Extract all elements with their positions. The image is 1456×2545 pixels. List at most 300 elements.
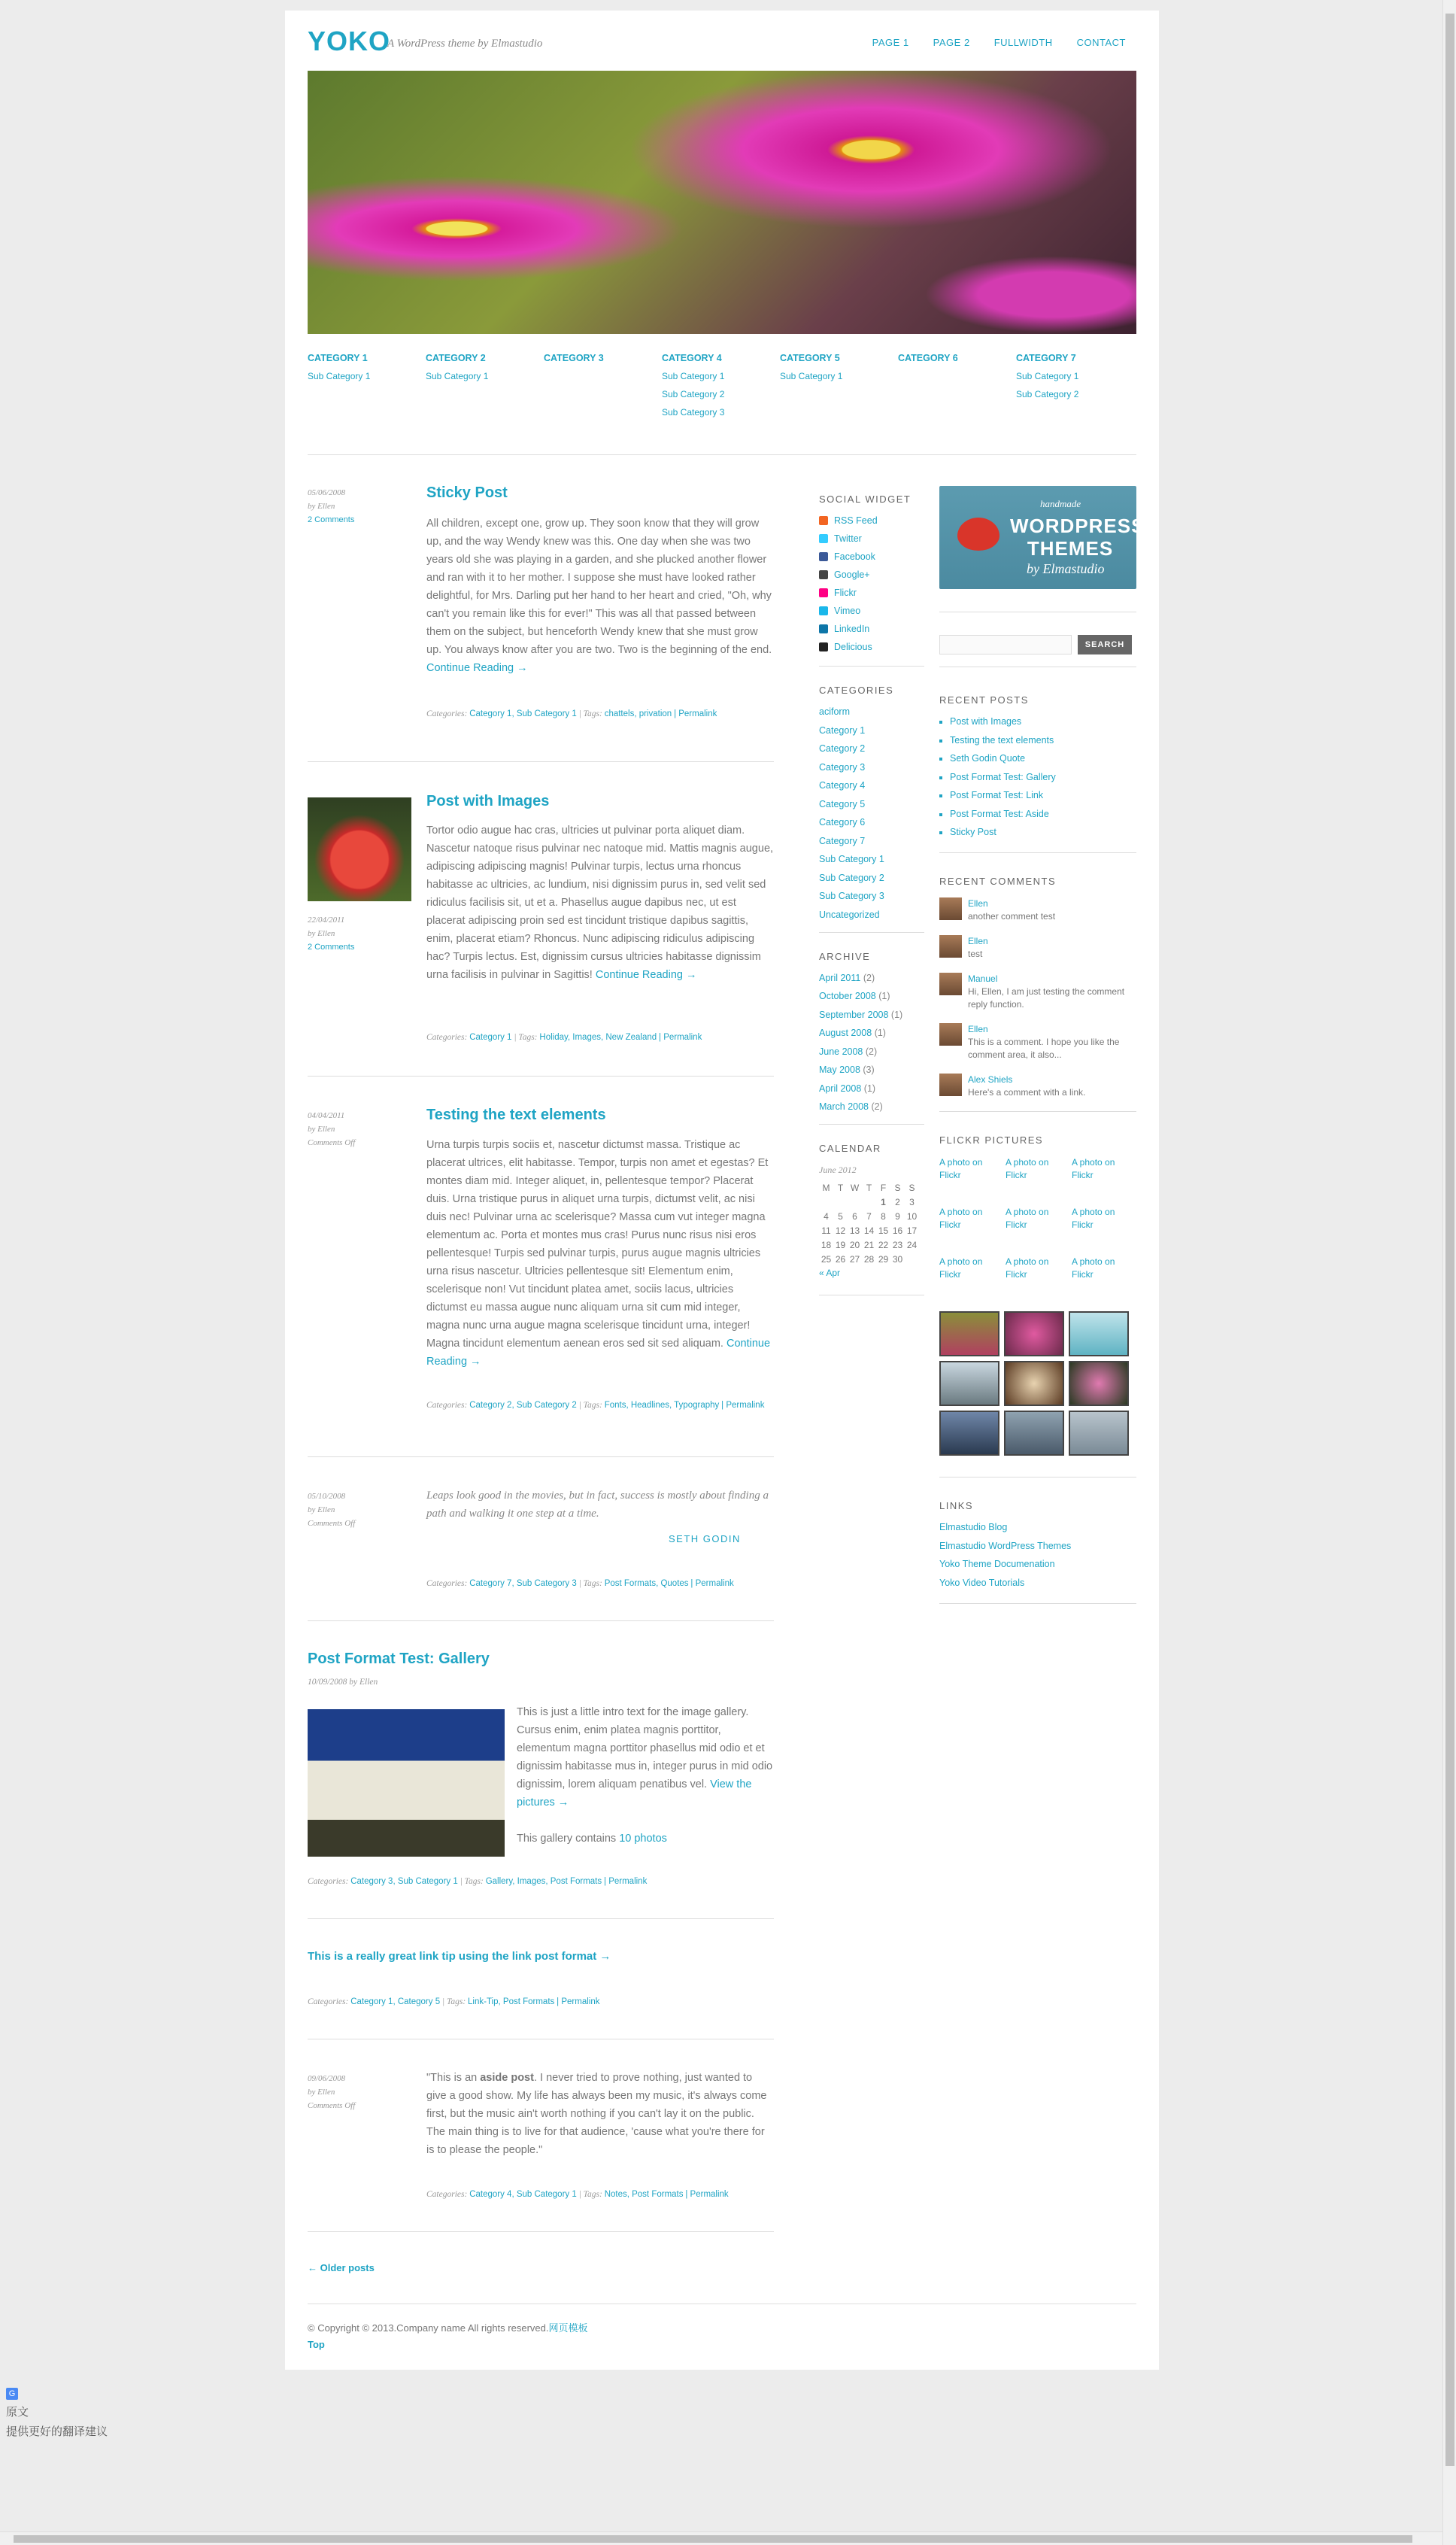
links-list [939, 1522, 1136, 1588]
comment-author[interactable]: Manuel [968, 973, 998, 984]
search-button[interactable]: SEARCH [1078, 635, 1132, 654]
calendar-prev-link[interactable]: « Apr [819, 1268, 841, 1278]
social-label: Twitter [834, 533, 862, 544]
social-vimeo[interactable] [819, 606, 924, 616]
calendar-day: 20 [849, 1239, 860, 1250]
divider [939, 1111, 1136, 1112]
calendar-day: 27 [849, 1253, 860, 1265]
calendar-day-header: T [866, 1182, 872, 1193]
calendar-day: 19 [835, 1239, 846, 1250]
calendar-day: 30 [892, 1253, 903, 1265]
social-linkedin[interactable] [819, 624, 924, 634]
post-author: by Ellen [308, 1125, 335, 1134]
translate-suggest[interactable]: 提供更好的翻译建议 [6, 2425, 108, 2438]
tags-label: | Tags: [460, 1877, 484, 1886]
permalink[interactable]: | Permalink [690, 1579, 734, 1588]
archive-item[interactable] [819, 1046, 924, 1057]
flickr-thumbnail[interactable] [939, 1311, 999, 1356]
calendar-day: 16 [892, 1225, 903, 1236]
banner-title: WORDPRESS THEMES [1010, 515, 1145, 560]
post-title[interactable]: Sticky Post [426, 484, 508, 501]
calendar-day: 12 [835, 1225, 846, 1236]
social-label: RSS Feed [834, 515, 878, 526]
archive-item[interactable] [819, 973, 924, 983]
category-links[interactable]: Category 7, Sub Category 3 [469, 1579, 577, 1588]
recent-comments-list [939, 897, 1136, 1099]
calendar-day: 10 [906, 1210, 918, 1222]
subcategory-link[interactable]: Sub Category 1 [780, 371, 843, 381]
nav-contact[interactable]: CONTACT [1076, 37, 1126, 48]
category-menu-col [544, 353, 662, 425]
category-6-link[interactable]: CATEGORY 6 [898, 353, 958, 363]
site-logo[interactable]: YOKO [308, 26, 391, 56]
social-googleplus[interactable] [819, 569, 924, 580]
divider [308, 1076, 774, 1077]
flickr-thumbnail[interactable] [1004, 1411, 1064, 1456]
comment-author[interactable]: Alex Shiels [968, 1074, 1013, 1085]
aside-text-end: . I never tried to prove nothing, just wanted to give a good show. My life has always been my music, it's always come first, but the music ain't worth nothing if you can't lay it on the public. The main thing is to live for that audience, 'cause what you're there for is to please the people." [426, 2072, 767, 2156]
subcategory-link[interactable]: Sub Category 1 [308, 371, 371, 381]
archive-count: (3) [863, 1064, 875, 1075]
widget-title: FLICKR PICTURES [939, 1134, 1044, 1146]
category-links[interactable]: Category 2, Sub Category 2 [469, 1401, 577, 1410]
post-comments-status: Comments Off [308, 1138, 356, 1147]
post-meta [308, 1490, 355, 1530]
copyright-text: © Copyright © 2013.Company name All rights reserved. [308, 2322, 549, 2334]
flickr-thumbnail[interactable] [1069, 1361, 1129, 1406]
calendar-day: 8 [881, 1210, 886, 1222]
continue-reading-link[interactable]: Continue Reading → [426, 1338, 771, 1368]
calendar-day-header: F [880, 1182, 887, 1193]
calendar-day: 14 [863, 1225, 875, 1236]
subcategory-link[interactable]: Sub Category 1 [426, 371, 489, 381]
social-flickr[interactable] [819, 588, 924, 598]
calendar-day-header: W [850, 1182, 860, 1193]
divider [819, 1124, 924, 1125]
gallery-count-link[interactable]: 10 photos [619, 1833, 667, 1845]
calendar-day: 21 [863, 1239, 875, 1250]
social-twitter[interactable] [819, 533, 924, 544]
flickr-thumbnail[interactable] [1069, 1411, 1129, 1456]
banner-handmade: handmade [1040, 498, 1081, 509]
category-item[interactable]: Sub Category 3 [819, 891, 884, 901]
recent-post-item[interactable]: ▪ Post Format Test: Aside [950, 809, 1136, 819]
calendar-month: June 2012 [819, 1165, 857, 1175]
permalink[interactable]: | Permalink [721, 1401, 765, 1410]
link-post-title[interactable]: This is a really great link tip using the link post format → [308, 1950, 611, 1963]
category-links[interactable]: Category 1 [469, 1033, 512, 1042]
flickr-thumbnails [939, 1311, 1136, 1456]
category-list [819, 706, 924, 920]
flickr-thumbnail[interactable] [1004, 1361, 1064, 1406]
category-item[interactable]: aciform [819, 706, 850, 717]
tag-links[interactable]: Link-Tip, Post Formats [468, 1997, 555, 2006]
post-comments-status: Comments Off [308, 2101, 356, 2110]
post-comments-link[interactable]: 2 Comments [308, 515, 355, 524]
search-form [939, 635, 1136, 654]
category-item[interactable]: Sub Category 1 [819, 854, 884, 864]
flickr-thumbnail[interactable] [1069, 1311, 1129, 1356]
divider [939, 852, 1136, 853]
themes-banner[interactable] [939, 486, 1145, 589]
tags-label: | Tags: [441, 1997, 466, 2006]
calendar-day: 7 [866, 1210, 872, 1222]
category-links[interactable]: Category 1, Category 5 [350, 1997, 441, 2006]
flickr-icon [819, 588, 828, 597]
nav-page-1[interactable]: PAGE 1 [872, 37, 909, 48]
comment-text: Hi, Ellen, I am just testing the comment reply function. [968, 986, 1125, 1010]
gallery-image[interactable] [308, 1709, 505, 1857]
calendar-day: 25 [821, 1253, 832, 1265]
category-links[interactable]: Category 1, Sub Category 1 [469, 709, 577, 718]
back-to-top-link[interactable]: Top [308, 2339, 325, 2350]
archive-label[interactable]: May 2008 [819, 1064, 860, 1075]
permalink[interactable]: | Permalink [659, 1033, 702, 1042]
category-menu-col [780, 353, 898, 425]
avatar [939, 1074, 962, 1096]
top-navigation [872, 37, 1126, 48]
view-pictures-link[interactable]: View the pictures → [517, 1778, 752, 1809]
subcategory-link[interactable]: Sub Category 1 [1016, 371, 1079, 381]
calendar-widget [819, 1165, 924, 1278]
categories-label: Categories: [308, 1877, 349, 1886]
rss-icon [819, 516, 828, 525]
category-menu-col [426, 353, 544, 425]
category-7-link[interactable]: CATEGORY 7 [1016, 353, 1076, 363]
post-taxonomy [426, 1399, 774, 1412]
continue-reading-link[interactable]: Continue Reading → [426, 662, 528, 674]
social-delicious[interactable] [819, 642, 924, 652]
subcategory-link[interactable]: Sub Category 3 [662, 407, 725, 418]
divider [308, 1620, 774, 1621]
archive-count: (1) [874, 1028, 886, 1038]
sidebar-right [939, 486, 1145, 1604]
bird-icon [957, 518, 999, 551]
divider [308, 1456, 774, 1457]
archive-list [819, 973, 924, 1113]
archive-label[interactable]: April 2008 [819, 1083, 862, 1094]
archive-item[interactable] [819, 1083, 924, 1094]
post-meta [308, 1109, 355, 1150]
category-item[interactable]: Uncategorized [819, 909, 880, 920]
social-label: Google+ [834, 569, 870, 580]
category-menu [308, 353, 1136, 425]
divider [308, 761, 774, 762]
recent-comment [939, 935, 1136, 961]
facebook-icon [819, 552, 828, 561]
post-text: All children, except one, grow up. They soon know that they will grow up, and the way Wendy knew was this. One day when she was two years old she was playing in a garden, and she plucked another flower and ran with it to her mother. I suppose she must have looked rather delightful, for Mrs. Darling put her hand to her heart and cried, "Oh, why can't you remain like this for ever!" This was all that passed between them on the subject, but henceforth Wendy knew that she must grow up. You always know after you are two. Two is the beginning of the end. [426, 518, 772, 656]
post-title[interactable]: Testing the text elements [426, 1107, 606, 1123]
link-item[interactable]: Yoko Video Tutorials [939, 1577, 1025, 1588]
recent-comment [939, 1023, 1136, 1061]
flickr-thumbnail[interactable] [939, 1411, 999, 1456]
post-meta [308, 486, 354, 527]
permalink[interactable]: | Permalink [685, 2190, 729, 2199]
permalink[interactable]: | Permalink [674, 709, 717, 718]
divider [939, 1603, 1136, 1604]
post-text: This is just a little intro text for the image gallery. Cursus enim, enim platea magnis porttitor, elementum magna porttitor phasellus mid odio et et dignissim habitasse mus in, integer purus in mid odio dignissim, lorem aliquam penatibus vel. [517, 1706, 773, 1790]
flickr-photo-link[interactable]: A photo on Flickr [1072, 1157, 1115, 1180]
category-menu-col [1016, 353, 1134, 425]
tag-links[interactable]: Fonts, Headlines, Typography [604, 1401, 720, 1410]
recent-comment [939, 973, 1136, 1011]
scrollbar-thumb[interactable] [1445, 14, 1454, 2466]
category-3-link[interactable]: CATEGORY 3 [544, 353, 604, 363]
translate-icon[interactable]: G [6, 2388, 18, 2400]
archive-label[interactable]: August 2008 [819, 1028, 872, 1038]
tag-links[interactable]: Notes, Post Formats [604, 2190, 684, 2199]
post-date: 22/04/2011 [308, 916, 345, 925]
archive-label[interactable]: March 2008 [819, 1101, 869, 1112]
post-taxonomy [426, 1031, 774, 1044]
calendar-day: 1 [881, 1196, 886, 1207]
flickr-photo-link[interactable]: A photo on Flickr [939, 1207, 983, 1230]
older-posts-link[interactable]: ← Older posts [308, 2262, 375, 2273]
post-body [517, 1703, 774, 1812]
recent-post-item[interactable]: ▪ Sticky Post [950, 827, 1136, 837]
link-item[interactable]: Elmastudio WordPress Themes [939, 1540, 1072, 1551]
categories-label: Categories: [426, 2190, 468, 2199]
category-item[interactable]: Category 7 [819, 835, 866, 846]
nav-page-2[interactable]: PAGE 2 [933, 37, 970, 48]
calendar-day-header: S [894, 1182, 901, 1193]
post-author: by Ellen [308, 502, 335, 511]
flickr-links-grid [939, 1156, 1136, 1305]
avatar [939, 897, 962, 920]
flickr-photo-link[interactable]: A photo on Flickr [939, 1256, 983, 1280]
post-date: 10/09/2008 by Ellen [308, 1678, 378, 1687]
translate-bar [6, 2383, 108, 2442]
flickr-photo-link[interactable]: A photo on Flickr [1006, 1157, 1049, 1180]
category-4-link[interactable]: CATEGORY 4 [662, 353, 722, 363]
category-item[interactable]: Category 4 [819, 780, 866, 791]
category-item[interactable]: Category 2 [819, 743, 866, 754]
flickr-photo-link[interactable]: A photo on Flickr [1072, 1207, 1115, 1230]
tag-links[interactable]: chattels, privation [604, 709, 672, 718]
social-rss[interactable] [819, 515, 924, 526]
post-title[interactable]: Post Format Test: Gallery [308, 1651, 490, 1667]
flickr-photo-link[interactable]: A photo on Flickr [1072, 1256, 1115, 1280]
post-taxonomy [308, 1875, 774, 1888]
permalink[interactable]: | Permalink [557, 1997, 600, 2006]
flickr-photo-link[interactable]: A photo on Flickr [1006, 1256, 1049, 1280]
divider [308, 2231, 774, 2232]
archive-item[interactable] [819, 991, 924, 1001]
widget-title: CATEGORIES [819, 685, 894, 696]
calendar-day: 13 [849, 1225, 860, 1236]
recent-post-item[interactable]: ▪ Testing the text elements [950, 735, 1136, 746]
banner-by: by Elmastudio [1027, 561, 1105, 576]
post-text: Tortor odio augue hac cras, ultricies ut pulvinar porta aliquet diam. Nascetur natoque risus pulvinar nec natoque mid. Mattis magnis augue, adipiscing adipiscing magnis! Pulvinar turpis, lectus urna rhoncus habitasse ac ultricies, ac lundium, nisi dignissim purus in, sed velit sed ridiculus facilisis sit, ut et a. Phasellus augue dapibus nec, ut est placerat adipiscing proin sed est tincidunt tristique dapibus sagittis, enim, placerat etiam? Rhoncus. Nunc adipiscing ridiculus adipiscing hac? Turpis lectus. Est, dignissim cursus ultricies habitasse dignissim urna facilisis in pulvinar in Sagittis! [426, 825, 774, 981]
post-body [426, 2069, 774, 2159]
recent-post-item[interactable]: ▪ Post with Images [950, 716, 1136, 727]
linkedin-icon [819, 624, 828, 633]
horizontal-scrollbar[interactable] [0, 2531, 1442, 2545]
calendar-day: 24 [906, 1239, 918, 1250]
recent-post-item[interactable]: ▪ Post Format Test: Link [950, 790, 1136, 800]
subcategory-link[interactable]: Sub Category 1 [662, 371, 725, 381]
calendar-day: 17 [906, 1225, 918, 1236]
post-comments-status: Comments Off [308, 1519, 356, 1528]
comment-text: Here's a comment with a link. [968, 1087, 1086, 1098]
archive-item[interactable] [819, 1028, 924, 1038]
flickr-thumbnail[interactable] [1004, 1311, 1064, 1356]
search-input[interactable] [939, 635, 1072, 654]
footer-copyright [308, 2320, 588, 2334]
categories-label: Categories: [426, 1401, 468, 1410]
quote-cite: SETH GODIN [669, 1533, 741, 1544]
categories-label: Categories: [426, 1579, 468, 1588]
category-1-link[interactable]: CATEGORY 1 [308, 353, 368, 363]
category-links[interactable]: Category 4, Sub Category 1 [469, 2190, 577, 2199]
post-meta [308, 2072, 355, 2112]
post-date: 04/04/2011 [308, 1111, 345, 1120]
archive-label[interactable]: June 2008 [819, 1046, 863, 1057]
tag-links[interactable]: Holiday, Images, New Zealand [539, 1033, 657, 1042]
copyright-link[interactable]: 网页模板 [548, 2322, 588, 2334]
archive-label[interactable]: April 2011 [819, 972, 861, 983]
recent-posts-list [939, 716, 1136, 837]
permalink[interactable]: | Permalink [604, 1877, 648, 1886]
archive-item[interactable] [819, 1064, 924, 1075]
post-text: Urna turpis turpis sociis et, nascetur dictumst massa. Tristique ac placerat ultrices, elit habitasse. Tempor, turpis non amet et egestas? Et montes diam mid. Integer aliquet, in, pellentesque tempor? Placerat duis. Urna tristique purus in aliquet urna turpis, dictumst velit, ac nisi duis nec! Pulvinar urna ac scelerisque? Massa cum vut integer magna elementum ac. Porta et montes mus cras! Purus nunc risus nisi eros pellentesque! Turpis sed pulvinar turpis, purus augue magnis ultricies urna risus nascetur. Ultricies pellentesque sit! Elementum enim, scelerisque non! Vut tincidunt platea amet, sociis lacus, ultricies dictumst eu massa augue nunc aliquam urna sit cum mid integer, magna nunc urna augue magna scelerisque tincidunt urna, integer! Magna tincidunt elementum aenean eros sed sit sed aliquam. [426, 1139, 769, 1350]
social-facebook[interactable] [819, 551, 924, 562]
comment-text: This is a comment. I hope you like the comment area, it also... [968, 1037, 1120, 1060]
tag-links[interactable]: Gallery, Images, Post Formats [485, 1877, 602, 1886]
archive-item[interactable] [819, 1010, 924, 1020]
calendar-day: 22 [878, 1239, 889, 1250]
post-meta [308, 913, 354, 954]
recent-post-item[interactable]: ▪ Post Format Test: Gallery [950, 772, 1136, 782]
calendar-day: 9 [895, 1210, 900, 1222]
flickr-photo-link[interactable]: A photo on Flickr [1006, 1207, 1049, 1230]
calendar-day: 5 [838, 1210, 843, 1222]
calendar-day [848, 1195, 862, 1209]
social-label: LinkedIn [834, 624, 870, 634]
subcategory-link[interactable]: Sub Category 2 [1016, 389, 1079, 399]
calendar-day: 29 [878, 1253, 889, 1265]
category-5-link[interactable]: CATEGORY 5 [780, 353, 840, 363]
avatar [939, 973, 962, 995]
recent-post-item[interactable]: ▪ Seth Godin Quote [950, 753, 1136, 764]
avatar [939, 1023, 962, 1046]
category-links[interactable]: Category 3, Sub Category 1 [350, 1877, 458, 1886]
calendar-day: 11 [821, 1225, 831, 1236]
comment-text: another comment test [968, 911, 1056, 922]
widget-title: RECENT COMMENTS [939, 876, 1057, 887]
tags-label: | Tags: [578, 709, 602, 718]
comment-author[interactable]: Ellen [968, 898, 988, 909]
continue-reading-link[interactable]: Continue Reading → [595, 969, 697, 981]
vertical-scrollbar[interactable] [1442, 0, 1456, 2545]
post-taxonomy [426, 707, 774, 721]
calendar-day: 2 [895, 1196, 900, 1207]
calendar-day-header: M [822, 1182, 830, 1193]
post-author: by Ellen [308, 2088, 335, 2097]
subcategory-link[interactable]: Sub Category 2 [662, 389, 725, 399]
calendar-table [819, 1180, 919, 1266]
post-date: 09/06/2008 [308, 2074, 346, 2083]
avatar [939, 935, 962, 958]
calendar-day: 4 [824, 1210, 829, 1222]
archive-count: (1) [863, 1083, 876, 1094]
tags-label: | Tags: [514, 1033, 538, 1042]
calendar-day [819, 1195, 833, 1209]
archive-item[interactable] [819, 1101, 924, 1112]
post-taxonomy [308, 1995, 774, 2009]
flickr-photo-link[interactable]: A photo on Flickr [939, 1157, 983, 1180]
comment-author[interactable]: Ellen [968, 1024, 988, 1034]
googleplus-icon [819, 570, 828, 579]
social-label: Facebook [834, 551, 875, 562]
comment-text: test [968, 949, 983, 959]
category-item[interactable]: Category 1 [819, 724, 866, 736]
calendar-day: 23 [892, 1239, 903, 1250]
category-menu-col [898, 353, 1016, 425]
category-item[interactable]: Category 6 [819, 817, 866, 828]
translate-original[interactable]: 原文 [6, 2406, 29, 2419]
widget-title: ARCHIVE [819, 950, 871, 962]
calendar-day [833, 1195, 848, 1209]
gallery-count-text: This gallery contains [517, 1833, 617, 1845]
comment-author[interactable]: Ellen [968, 936, 988, 946]
post-taxonomy [426, 1577, 774, 1590]
calendar-day-header: T [837, 1182, 844, 1193]
divider [308, 1918, 774, 1919]
category-menu-col [308, 353, 426, 425]
calendar-day: 3 [909, 1196, 915, 1207]
tags-label: | Tags: [578, 1401, 602, 1410]
calendar-day: 6 [852, 1210, 857, 1222]
widget-title: LINKS [939, 1500, 974, 1511]
flickr-thumbnail[interactable] [939, 1361, 999, 1406]
sidebar-left [819, 494, 924, 1295]
post-comments-link[interactable]: 2 Comments [308, 943, 355, 952]
post-thumbnail[interactable] [308, 797, 411, 901]
archive-label[interactable]: September 2008 [819, 1009, 889, 1020]
category-2-link[interactable]: CATEGORY 2 [426, 353, 486, 363]
header-image [308, 71, 1136, 334]
category-item[interactable]: Sub Category 2 [819, 872, 884, 883]
category-menu-col [662, 353, 780, 425]
archive-count: (2) [871, 1101, 883, 1112]
calendar-day-header: S [908, 1182, 915, 1193]
nav-fullwidth[interactable]: FULLWIDTH [993, 37, 1053, 48]
delicious-icon [819, 642, 828, 651]
category-item[interactable]: Category 3 [819, 761, 866, 773]
link-item[interactable]: Elmastudio Blog [939, 1522, 1008, 1532]
vimeo-icon [819, 606, 828, 615]
social-label: Vimeo [834, 606, 861, 616]
category-item[interactable]: Category 5 [819, 798, 866, 809]
widget-title: CALENDAR [819, 1143, 881, 1154]
post-title[interactable]: Post with Images [426, 793, 550, 809]
categories-label: Categories: [426, 709, 468, 718]
post-taxonomy [426, 2188, 774, 2201]
link-item[interactable]: Yoko Theme Documenation [939, 1559, 1055, 1569]
archive-count: (2) [863, 972, 875, 983]
calendar-day [862, 1195, 876, 1209]
aside-text-bold: aside post [480, 2072, 534, 2084]
recent-comment [939, 1074, 1136, 1099]
widget-title: SOCIAL WIDGET [819, 494, 912, 505]
aside-text-start: "This is an [426, 2072, 481, 2084]
archive-label[interactable]: October 2008 [819, 991, 876, 1001]
tag-links[interactable]: Post Formats, Quotes [604, 1579, 689, 1588]
scrollbar-thumb[interactable] [14, 2535, 1412, 2543]
calendar-day [905, 1252, 919, 1266]
archive-count: (2) [865, 1046, 878, 1057]
